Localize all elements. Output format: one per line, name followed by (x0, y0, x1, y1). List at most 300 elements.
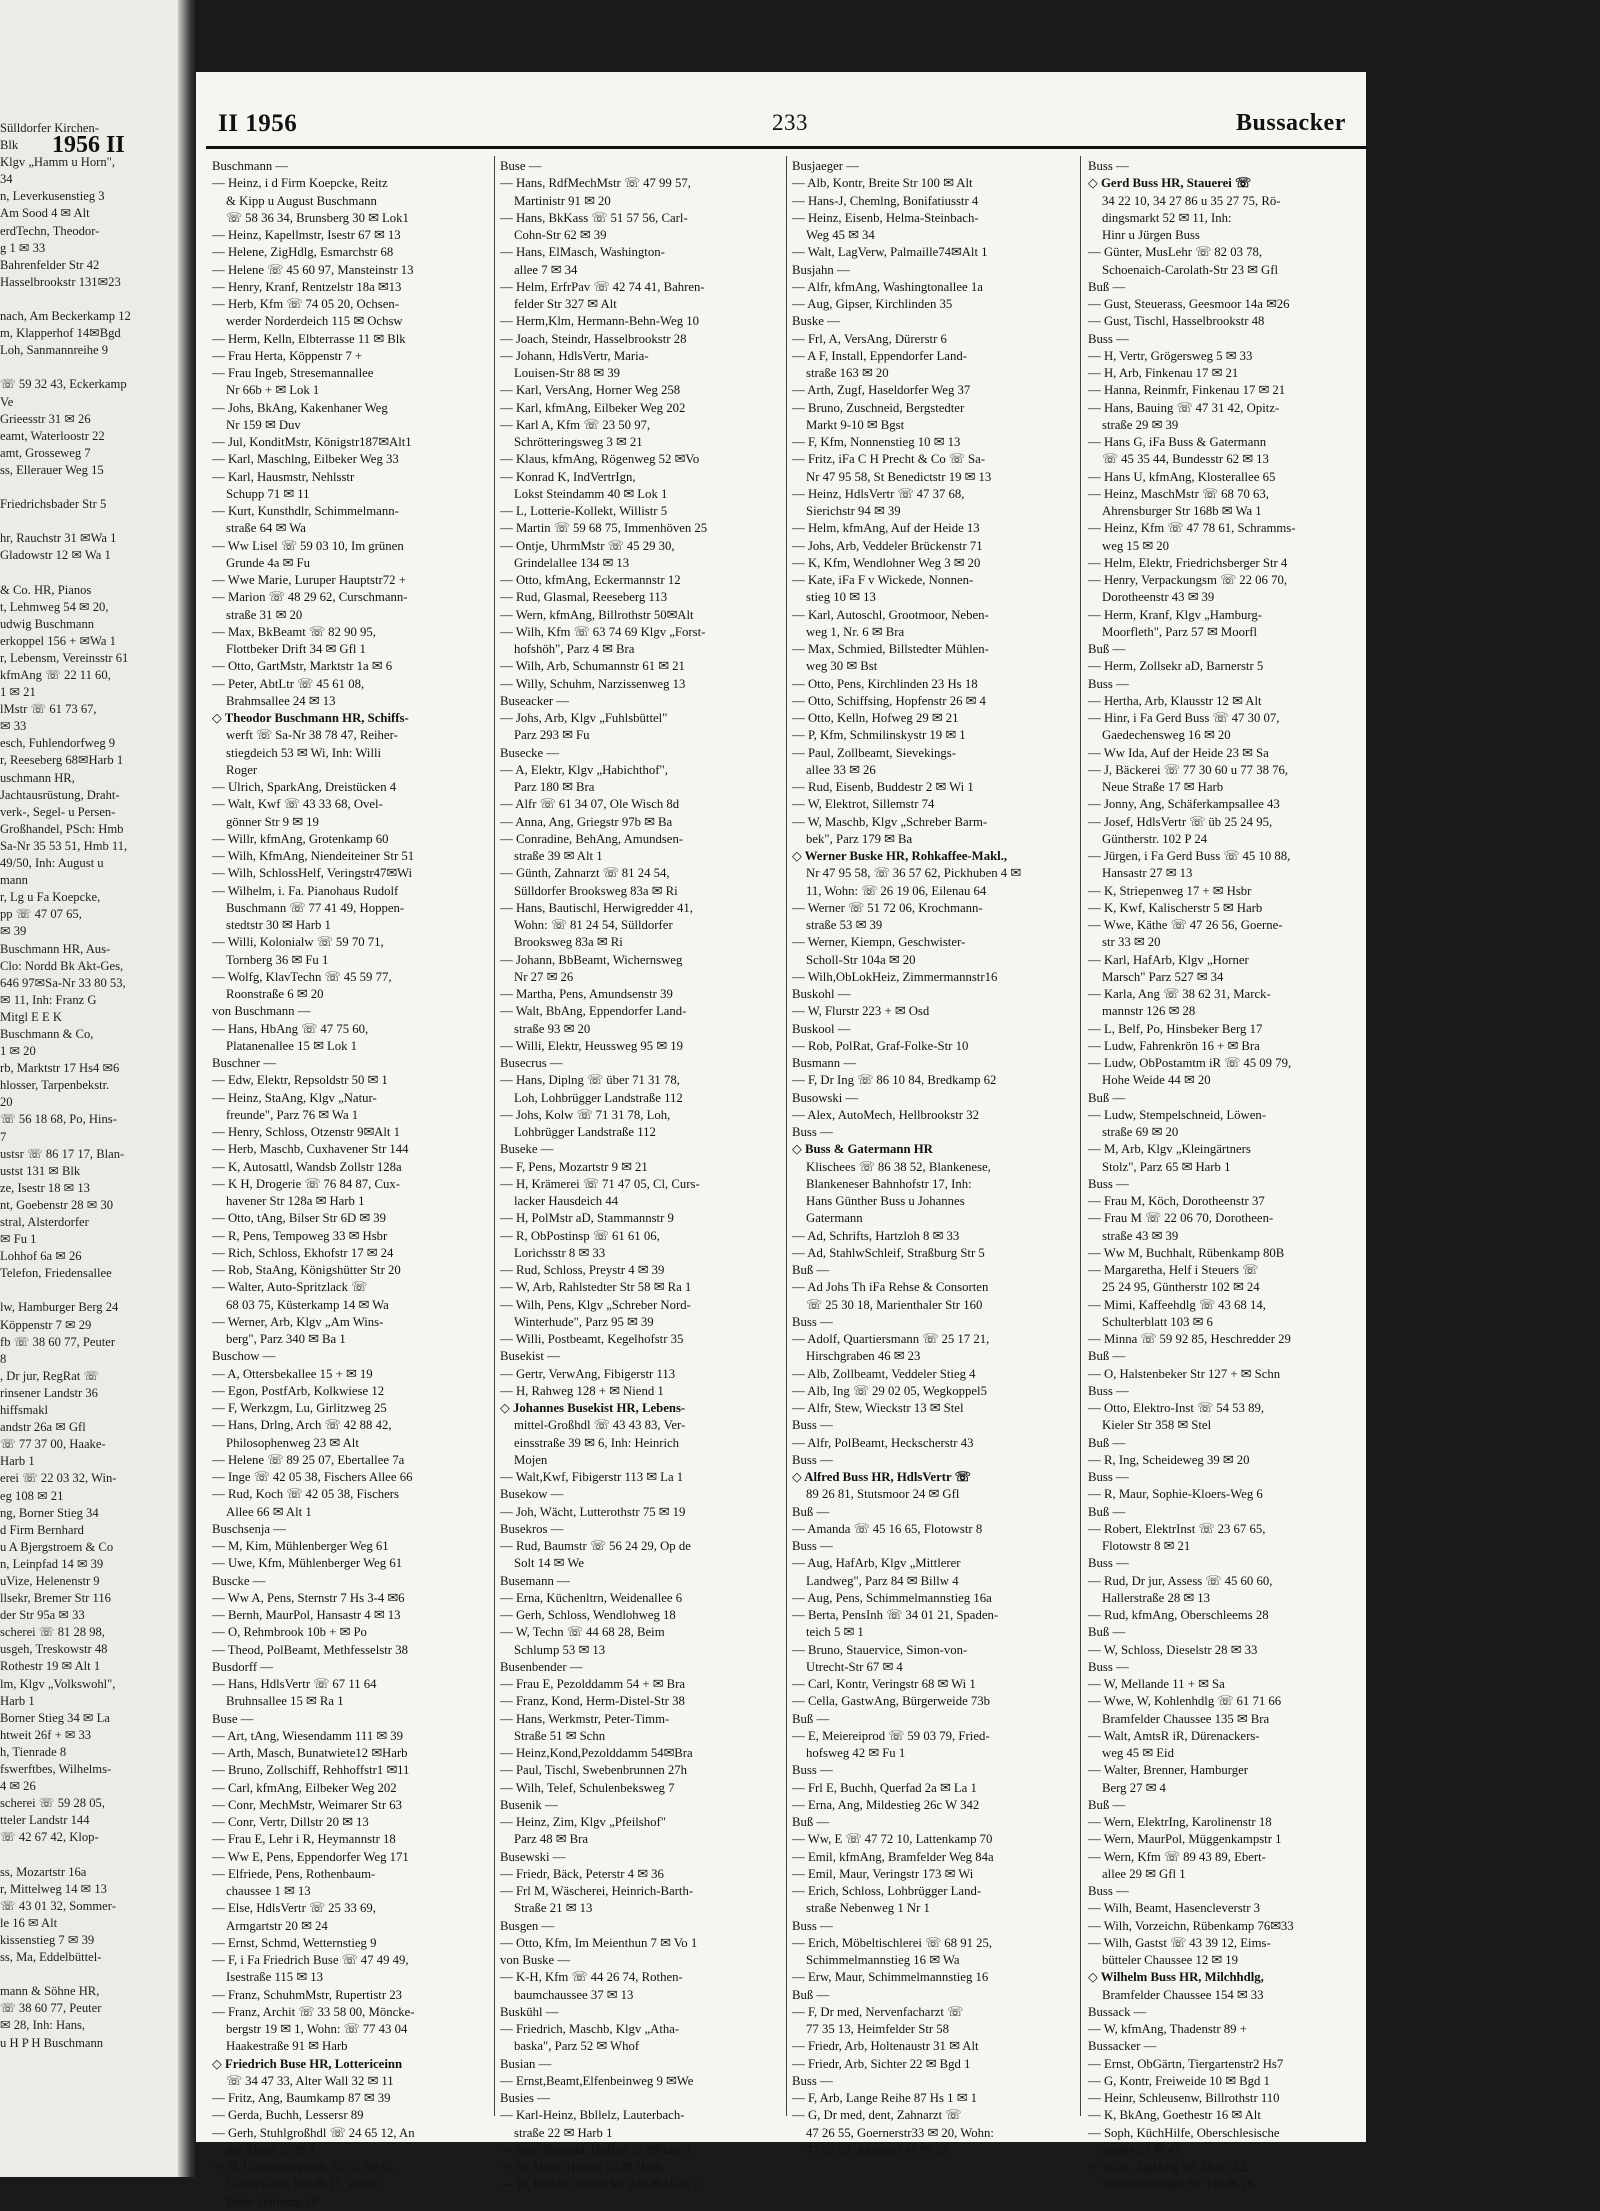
directory-entry: — Friedr, Bäck, Peterstr 4 ✉ 36 (500, 1866, 664, 1881)
entry-continuation: Bramfelder Chaussee 154 ✉ 33 (1102, 1987, 1264, 2002)
entry-continuation: Lorichsstr 8 ✉ 33 (514, 1245, 606, 1260)
entry-continuation: Markt 9-10 ✉ Bgst (806, 417, 905, 432)
directory-entry: — Ad, Schrifts, Hartzloh 8 ✉ 33 (792, 1228, 960, 1243)
directory-entry: — Henry, Schloss, Otzenstr 9✉Alt 1 (212, 1125, 400, 1139)
directory-entry: — Karl, kfmAng, Eilbeker Weg 202 (500, 400, 686, 415)
entry-continuation: Lokst Steindamm 40 ✉ Lok 1 (514, 486, 668, 501)
previous-page-line (0, 1846, 176, 1863)
directory-entry: — Willi, Postbeamt, Kegelhofstr 35 (500, 1332, 684, 1346)
surname-heading: Buss — (792, 1452, 833, 1467)
entry-continuation: bütteler Chaussee 12 ✉ 19 (1102, 1953, 1239, 1967)
entry-continuation: 77 35 13, Heimfelder Str 58 (806, 2022, 950, 2036)
entry-continuation: Straße 51 ✉ Schn (514, 1728, 606, 1743)
surname-heading: Buss — (792, 1763, 833, 1778)
directory-entry: — Arth, Zugf, Haseldorfer Weg 37 (792, 383, 971, 398)
previous-page-line: Lohhof 6a ✉ 26 (0, 1249, 82, 1264)
entry-continuation: Grindelallee 134 ✉ 13 (514, 555, 630, 570)
directory-entry: — Arth, Masch, Bunatwiete12 ✉Harb (212, 1746, 408, 1760)
directory-entry: — Hans-J, Chemlng, Bonifatiusstr 4 (792, 193, 979, 208)
surname-heading: Buß — (792, 1987, 830, 2002)
directory-entry: — Otto, Kfm, Im Meienthun 7 ✉ Vo 1 (500, 1935, 698, 1950)
header-rule (206, 146, 1366, 149)
directory-entry: — Erich, Schloss, Lohbrügger Land- (792, 1884, 982, 1898)
surname-heading: Buss — (1088, 1470, 1129, 1484)
directory-entry: ◇ Buss & Gatermann HR (792, 1142, 933, 1157)
entry-continuation: freunde", Parz 76 ✉ Wa 1 (226, 1107, 359, 1122)
surname-heading: Buss — (792, 1539, 833, 1553)
directory-entry: — Paul, Zollbeamt, Sievekings- (792, 745, 956, 760)
directory-entry: — Hans, HbAng ☏ 47 75 60, (212, 1021, 369, 1036)
directory-entry: — K, Striepenweg 17 + ✉ Hsbr (1088, 883, 1252, 898)
previous-page-line: h, Tienrade 8 (0, 1744, 67, 1759)
previous-page-line (0, 513, 176, 530)
entry-continuation: 34 22 10, 34 27 86 u 35 27 75, Rö- (1102, 193, 1281, 208)
directory-entry: — Wilh, Gastst ☏ 43 39 12, Eims- (1088, 1935, 1271, 1950)
entry-continuation: straße 69 ✉ 20 (1102, 1125, 1179, 1139)
surname-heading: Busenik — (500, 1797, 558, 1812)
entry-continuation: Schulterblatt 103 ✉ 6 (1102, 1314, 1213, 1329)
directory-entry: — Hertha, Arb, Klausstr 12 ✉ Alt (1088, 693, 1262, 708)
previous-page-line: Borner Stieg 34 ✉ La (0, 1710, 110, 1725)
directory-entry: — Carl, Kontr, Veringstr 68 ✉ Wi 1 (792, 1677, 976, 1691)
previous-page-line: ze, Isestr 18 ✉ 13 (0, 1180, 90, 1195)
directory-entry: — F, Dr Ing ☏ 86 10 84, Bredkamp 62 (792, 1073, 997, 1088)
directory-entry: — Hans, Bauing ☏ 47 31 42, Opitz- (1088, 400, 1280, 415)
directory-entry: — Wilh, KfmAng, Niendeiteiner Str 51 (212, 849, 415, 863)
previous-page-line: tteler Landstr 144 (0, 1813, 90, 1828)
directory-entry: — Ww Ida, Auf der Heide 23 ✉ Sa (1088, 745, 1269, 760)
surname-heading: Buss — (1088, 1383, 1129, 1398)
previous-page-line: Buschmann HR, Aus- (0, 941, 111, 956)
directory-entry: — Jürgen, i Fa Gerd Buss ☏ 45 10 88, (1088, 849, 1291, 863)
entry-continuation: Gaedechensweg 16 ✉ 20 (1102, 728, 1231, 743)
previous-page-line: udwig Buschmann (0, 616, 95, 631)
directory-entry: — Wilhelm, i. Fa. Pianohaus Rudolf (212, 883, 399, 898)
directory-entry: — F, Arb, Lange Reihe 87 Hs 1 ✉ 1 (792, 2091, 977, 2105)
surname-heading: Buske — (792, 314, 840, 329)
entry-continuation: straße 64 ✉ Wa (226, 521, 306, 536)
entry-continuation: ☏ 34 47 33, Alter Wall 32 ✉ 11 (226, 2073, 394, 2088)
surname-heading: Buß — (792, 1263, 830, 1277)
entry-continuation: Bruhnsallee 15 ✉ Ra 1 (226, 1694, 344, 1709)
directory-entry: — Heinz, HdlsVertr ☏ 47 37 68, (792, 486, 965, 501)
directory-entry: — Bruno, Stauervice, Simon-von- (792, 1642, 968, 1657)
previous-page-line: mann (0, 873, 28, 888)
directory-entry: — Alfr ☏ 61 34 07, Ole Wisch 8d (500, 797, 680, 812)
directory-entry: — Frau Ingeb, Stresemannallee (212, 366, 374, 380)
directory-entry: — Wilh, Telef, Schulenbeksweg 7 (500, 1780, 675, 1795)
surname-heading: Busgen — (500, 1918, 555, 1933)
directory-entry: — Alfr, kfmAng, Washingtonallee 1a (792, 279, 983, 294)
directory-entry: — Egon, PostfArb, Kolkwiese 12 (212, 1383, 385, 1398)
previous-page-line (0, 1966, 176, 1983)
column-divider (786, 156, 787, 2116)
directory-entry: — Günth, Zahnarzt ☏ 81 24 54, (500, 866, 670, 881)
directory-entry: — Josef, HdlsVertr ☏ üb 25 24 95, (1088, 814, 1273, 829)
previous-page-line: 1 ✉ 21 (0, 685, 36, 700)
directory-entry: — Frl E, Buchh, Querfad 2a ✉ La 1 (792, 1780, 977, 1795)
directory-entry: — Kate, iFa F v Wickede, Nonnen- (792, 573, 974, 587)
directory-entry: — Otto, kfmAng, Eckermannstr 12 (500, 573, 681, 587)
directory-entry: — J, Bäckerei ☏ 77 30 60 u 77 38 76, (1088, 762, 1289, 777)
previous-page-line: stral, Alsterdorfer (0, 1215, 89, 1229)
directory-entry: — K, Kwf, Kalischerstr 5 ✉ Harb (1088, 900, 1263, 915)
surname-heading: Buse — (500, 159, 542, 173)
page-header-keyword: Bussacker (1236, 110, 1346, 136)
directory-entry: — Joach, Steindr, Hasselbrookstr 28 (500, 331, 687, 346)
entry-continuation: Berg 27 ✉ 4 (1102, 1780, 1166, 1795)
entry-continuation: ☏ 58 36 34, Brunsberg 30 ✉ Lok1 (226, 210, 409, 225)
surname-heading: Buß — (1088, 1349, 1126, 1364)
entry-continuation: havener Str 128a ✉ Harb 1 (226, 1194, 365, 1208)
directory-entry: — F, Dr med, Nervenfacharzt ☏ (792, 2004, 964, 2019)
directory-entry: — Ludw, Fahrenkrön 16 + ✉ Bra (1088, 1038, 1260, 1053)
directory-entry: — O, Rehmbrook 10b + ✉ Po (212, 1625, 367, 1640)
surname-heading: Buskool — (792, 1021, 851, 1036)
directory-entry: — Karl A, Kfm ☏ 23 50 97, (500, 417, 651, 432)
directory-entry: — Alb, Kontr, Breite Str 100 ✉ Alt (792, 176, 973, 191)
entry-continuation: Brooksweg 83a ✉ Ri (514, 935, 623, 950)
directory-entry: — A F, Install, Eppendorfer Land- (792, 348, 967, 363)
page-number: 233 (772, 110, 808, 135)
directory-entry: — Martin ☏ 59 68 75, Immenhöven 25 (500, 521, 708, 536)
directory-entry: — Fritz, iFa C H Precht & Co ☏ Sa- (792, 452, 986, 467)
previous-page-line: eg 108 ✉ 21 (0, 1488, 64, 1503)
entry-continuation: gönner Str 9 ✉ 19 (226, 814, 319, 829)
previous-page-line: llsekr, Bremer Str 116 (0, 1591, 111, 1606)
directory-entry: — Hinr, i Fa Gerd Buss ☏ 47 30 07, (1088, 711, 1280, 725)
entry-continuation: & Kipp u August Buschmann (226, 193, 377, 208)
directory-entry: — Heinz, Kapellmstr, Isestr 67 ✉ 13 (212, 228, 401, 242)
surname-heading: Buse — (212, 1711, 254, 1726)
directory-entry: — H, Vertr, Grögersweg 5 ✉ 33 (1088, 348, 1253, 363)
directory-entry: — Alb, Zollbeamt, Veddeler Stieg 4 (792, 1366, 976, 1381)
directory-entry: — Walt, BbAng, Eppendorfer Land- (500, 1004, 687, 1019)
entry-continuation: straße 39 ✉ Alt 1 (514, 849, 603, 863)
directory-entry: — W, BbArb, Stader Str 240 ✉ Harb 1 (500, 2177, 700, 2192)
surname-heading: Buss — (792, 1314, 833, 1329)
directory-entry: — Günter, MusLehr ☏ 82 03 78, (1088, 245, 1263, 260)
directory-entry: — A, Elektr, Klgv „Habichthof", (500, 762, 668, 777)
directory-entry: — Peter, AbtLtr ☏ 45 61 08, (212, 676, 365, 691)
surname-heading: Buß — (1088, 1504, 1126, 1519)
directory-entry: — Margaretha, Helf i Steuers ☏ (1088, 1263, 1259, 1277)
previous-page-line (0, 291, 176, 308)
surname-heading: Buß — (1088, 1435, 1126, 1450)
entry-continuation: straße 93 ✉ 20 (514, 1021, 591, 1036)
previous-page-line: & Co. HR, Pianos (0, 582, 92, 597)
directory-entry: — Walter, Auto-Spritzlack ☏ (212, 1280, 368, 1295)
directory-entry: — K, Autosattl, Wandsb Zollstr 128a (212, 1159, 402, 1174)
previous-page-line: Ve (0, 394, 14, 409)
directory-entry: — Mimi, Kaffeehdlg ☏ 43 68 14, (1088, 1297, 1266, 1312)
surname-heading: Buschner — (212, 1056, 277, 1070)
directory-entry: — Herm,Klm, Hermann-Behn-Weg 10 (500, 314, 700, 329)
surname-heading: Buß — (1088, 279, 1126, 294)
directory-entry: ◇ Alfred Buss HR, HdlsVertr ☏ (792, 1470, 971, 1484)
previous-page-line: ✉ 39 (0, 924, 27, 939)
previous-page-line: ✉ 11, Inh: Franz G (0, 992, 97, 1007)
directory-entry: — R, Ing, Scheideweg 39 ✉ 20 (1088, 1452, 1250, 1467)
entry-continuation: stieg 10 ✉ 13 (806, 590, 876, 605)
surname-heading: Buscke — (212, 1573, 266, 1588)
surname-heading: Buß — (792, 1504, 830, 1519)
directory-entry: — Ww A, Pens, Sternstr 7 Hs 3-4 ✉6 (212, 1590, 405, 1605)
directory-entry: — Werner, Arb, Klgv „Am Wins- (212, 1314, 384, 1329)
directory-entry: ◇ Wilhelm Buss HR, Milchhdlg, (1088, 1970, 1264, 1985)
directory-entry: — Erw, Maur, Schimmelmannstieg 16 (792, 1970, 989, 1985)
entry-continuation: 47 26 55, Goernerstr33 ✉ 20, Wohn: (806, 2125, 994, 2140)
directory-entry: — Herm, Kelln, Elbterrasse 11 ✉ Blk (212, 331, 406, 346)
previous-page-line: rb, Marktstr 17 Hs4 ✉6 (0, 1061, 120, 1076)
entry-continuation: 25 24 95, Güntherstr 102 ✉ 24 (1102, 1280, 1260, 1295)
entry-continuation: allee 29 ✉ Gfl 1 (1102, 1866, 1186, 1881)
entry-continuation: der Alster 26 ✉ 1 (226, 2142, 316, 2157)
directory-entry: — Martha, Pens, Amundsenstr 39 (500, 987, 673, 1001)
directory-entry: — Wilh, Arb, Schumannstr 61 ✉ 21 (500, 659, 685, 674)
previous-page-line: kissenstieg 7 ✉ 39 (0, 1932, 95, 1947)
surname-heading: Buss — (792, 2073, 833, 2088)
entry-continuation: Grunde 4a ✉ Fu (226, 555, 310, 570)
directory-entry: — F, Kfm, Nonnenstieg 10 ✉ 13 (792, 435, 961, 449)
previous-page-line: eamt, Waterloostr 22 (0, 428, 105, 443)
directory-entry: ◇ Werner Buske HR, Rohkaffee-Makl., (792, 849, 1008, 863)
surname-heading: von Buske — (500, 1953, 571, 1967)
entry-continuation: Güntherstr. 102 P 24 (1102, 831, 1208, 846)
previous-page-line (0, 359, 176, 376)
directory-entry: — Wilh, Vorzeichn, Rübenkamp 76✉33 (1088, 1918, 1294, 1933)
entry-continuation: teich 5 ✉ 1 (806, 1625, 864, 1640)
entry-continuation: Parz 180 ✉ Bra (514, 780, 595, 794)
previous-page-line: Friedrichsbader Str 5 (0, 497, 107, 512)
entry-continuation: Hallerstraße 28 ✉ 13 (1102, 1590, 1211, 1605)
directory-entry: — H, Arb, Finkenau 17 ✉ 21 (1088, 366, 1239, 380)
directory-entry: — Wilh, Pens, Klgv „Schreber Nord- (500, 1297, 691, 1312)
entry-continuation: Ahrensburger Str 168b ✉ Wa 1 (1102, 504, 1262, 518)
entry-continuation: straße Nebenweg 1 Nr 1 (806, 1901, 930, 1916)
entry-continuation: Nr 159 ✉ Duv (226, 417, 301, 432)
directory-entry: — Hans G, iFa Buss & Gatermann (1088, 435, 1267, 449)
previous-page-line: der Str 95a ✉ 33 (0, 1608, 85, 1623)
directory-entry: — Ww Lisel ☏ 59 03 10, Im grünen (212, 538, 404, 553)
directory-entry: — Art, tAng, Wiesendamm 111 ✉ 39 (212, 1728, 404, 1743)
directory-entry: — Ludw, ObPostamtm iR ☏ 45 09 79, (1088, 1056, 1292, 1070)
entry-continuation: Hinr u Jürgen Buss (1102, 228, 1200, 242)
directory-entry: — Paul, Tischl, Swebenbrunnen 27h (500, 1763, 688, 1778)
surname-heading: Bussack — (1088, 2004, 1147, 2019)
directory-entry: — Hans, Drlng, Arch ☏ 42 88 42, (212, 1418, 392, 1433)
surname-heading: Busecke — (500, 745, 560, 760)
directory-entry: — Ludw, Stempelschneid, Löwen- (1088, 1107, 1266, 1122)
entry-continuation: Winterhude", Parz 95 ✉ 39 (514, 1314, 654, 1329)
directory-entry: — Inge ☏ 42 05 38, Fischers Allee 66 (212, 1470, 413, 1484)
entry-continuation: lacker Hausdeich 44 (514, 1194, 619, 1208)
directory-entry: — Frau M ☏ 22 06 70, Dorotheen- (1088, 1211, 1274, 1226)
directory-entry: — Hans, Bautischl, Herwigredder 41, (500, 900, 693, 915)
previous-page-line: fswerftbes, Wilhelms- (0, 1762, 112, 1776)
directory-entry: — W, Elektrot, Sillemstr 74 (792, 797, 935, 812)
directory-entry: — Alex, AutoMech, Hellbrookstr 32 (792, 1107, 979, 1122)
directory-entry: — Amanda ☏ 45 16 65, Flotowstr 8 (792, 1521, 983, 1536)
surname-heading: Buss — (1088, 159, 1129, 173)
directory-entry: — Walter, Brenner, Hamburger (1088, 1763, 1248, 1778)
previous-page-line: lm, Klgv „Volkswohl", (0, 1676, 116, 1691)
previous-page-line: 1 ✉ 20 (0, 1044, 36, 1059)
previous-page-line: m, Klapperhof 14✉Bgd (0, 326, 121, 341)
entry-continuation: Nr 66b + ✉ Lok 1 (226, 383, 320, 398)
previous-page-line: hlosser, Tarpenbekstr. (0, 1078, 110, 1093)
entry-continuation: Roonstraße 6 ✉ 20 (226, 987, 324, 1001)
directory-entry: — H, Uhrenfachgesch ☏ 45 69 65, (212, 2160, 397, 2174)
directory-entry: — W, Arb, Rahlstedter Str 58 ✉ Ra 1 (500, 1280, 692, 1295)
directory-entry: — Klaus, kfmAng, Rögenweg 52 ✉Vo (500, 452, 700, 467)
directory-column-1 (212, 158, 498, 2209)
directory-entry: — Rob, PolRat, Graf-Folke-Str 10 (792, 1038, 969, 1053)
previous-page-line: pp ☏ 47 07 65, (0, 907, 82, 922)
directory-entry: — Walt, Kwf ☏ 43 33 68, Ovel- (212, 797, 383, 812)
directory-entry: — Rud, Baumstr ☏ 56 24 29, Op de (500, 1539, 691, 1553)
surname-heading: Buss — (1088, 676, 1129, 691)
previous-page-line: fb ☏ 38 60 77, Peuter (0, 1334, 116, 1349)
entry-continuation: Parz 293 ✉ Fu (514, 728, 590, 743)
surname-heading: Busenbender — (500, 1659, 583, 1674)
directory-entry: — Wolfg, KlavTechn ☏ 45 59 77, (212, 969, 392, 984)
entry-continuation: Martinistr 91 ✉ 20 (514, 193, 611, 208)
previous-page-line: htweit 26f + ✉ 33 (0, 1727, 92, 1742)
previous-page-line: 8 (0, 1351, 7, 1366)
directory-entry: — Aug, Gipser, Kirchlinden 35 (792, 297, 953, 311)
directory-entry: — Gerh, Schloss, Wendlohweg 18 (500, 1608, 676, 1622)
previous-page-line: 7 (0, 1129, 7, 1144)
directory-entry: — G, Kontr, Freiweide 10 ✉ Bgd 1 (1088, 2073, 1270, 2088)
directory-entry: — Ad, StahlwSchleif, Straßburg Str 5 (792, 1245, 985, 1260)
previous-page-line: ☏ 59 32 43, Eckerkamp (0, 377, 127, 392)
previous-page-line: lMstr ☏ 61 73 67, (0, 702, 97, 717)
directory-entry: — Emil, kfmAng, Bramfelder Weg 84a (792, 1849, 994, 1864)
directory-entry: — Theod, PolBeamt, Methfesselstr 38 (212, 1642, 408, 1657)
directory-entry: — Wilh, ZigHdlg ☏ 38 67 32, (1088, 2160, 1249, 2174)
entry-continuation: bergstr 19 ✉ 1, Wohn: ☏ 77 43 04 (226, 2022, 408, 2036)
page-header-volume-year: II 1956 (218, 110, 298, 137)
surname-heading: Buss — (1088, 331, 1129, 346)
directory-entry: — Gust, Steuerass, Geesmoor 14a ✉26 (1088, 297, 1290, 311)
directory-entry: — F, i Fa Friedrich Buse ☏ 47 49 49, (212, 1953, 409, 1967)
previous-page-line: Clo: Nordd Bk Akt-Ges, (0, 958, 124, 973)
directory-entry: — Otto, Kelln, Hofweg 29 ✉ 21 (792, 711, 959, 725)
previous-page-line: Mitgl E E K (0, 1009, 62, 1024)
directory-entry: — Hans U, kfmAng, Klosterallee 65 (1088, 469, 1276, 484)
previous-page-line: n, Leinpfad 14 ✉ 39 (0, 1556, 104, 1571)
entry-continuation: Nr 47 95 58, ☏ 36 57 62, Pickhuben 4 ✉ (806, 866, 1022, 881)
previous-page-line: Sa-Nr 35 53 51, Hmb 11, (0, 838, 128, 853)
previous-page-line: Harb 1 (0, 1454, 35, 1469)
directory-entry: — Franz, Archit ☏ 33 58 00, Möncke- (212, 2004, 415, 2019)
entry-continuation: 89 26 81, Stutsmoor 24 ✉ Gfl (806, 1487, 960, 1502)
directory-entry: — W, Flurstr 223 + ✉ Osd (792, 1004, 930, 1019)
directory-entry: — Karl, Autoschl, Grootmoor, Neben- (792, 607, 989, 622)
directory-entry: — Rud, Dr jur, Assess ☏ 45 60 60, (1088, 1573, 1273, 1588)
directory-entry: — R, ObPostinsp ☏ 61 61 06, (500, 1228, 660, 1243)
previous-page-line: Bahrenfelder Str 42 (0, 257, 100, 272)
surname-heading: Buß — (1088, 1090, 1126, 1105)
surname-heading: Buskohl — (792, 987, 851, 1001)
previous-page-line (0, 1282, 176, 1299)
previous-page-line: 49/50, Inh: August u (0, 856, 104, 871)
previous-page-line: erkoppel 156 + ✉Wa 1 (0, 633, 116, 648)
entry-continuation: Weg 45 ✉ 34 (806, 228, 875, 242)
directory-entry: — Karla, Ang ☏ 38 62 31, Marck- (1088, 987, 1271, 1001)
previous-page-line: t, Lehmweg 54 ✉ 20, (0, 599, 109, 614)
entry-continuation: Klischees ☏ 86 38 52, Blankenese, (806, 1159, 991, 1174)
directory-entry: — Heinz, Eisenb, Helma-Steinbach- (792, 210, 979, 225)
directory-entry: — Johann, HdlsVertr, Maria- (500, 348, 649, 363)
directory-entry: — Wwe, W, Kohlenhdlg ☏ 61 71 66 (1088, 1694, 1282, 1709)
previous-page-line: andstr 26a ✉ Gfl (0, 1420, 86, 1435)
previous-page-line: n, Leverkusenstieg 3 (0, 189, 105, 204)
previous-page-line: ☏ 77 37 00, Haake- (0, 1437, 106, 1452)
directory-entry: — Emil, Maur, Veringstr 173 ✉ Wi (792, 1866, 974, 1881)
entry-continuation: allee 33 ✉ 26 (806, 762, 876, 777)
directory-entry: — Erna, Küchenltrn, Weidenallee 6 (500, 1590, 683, 1605)
directory-entry: — Gertr, VerwAng, Fibigerstr 113 (500, 1366, 676, 1381)
directory-entry: — Aug, HafArb, Klgv „Mittlerer (792, 1556, 961, 1571)
entry-continuation: einsstraße 39 ✉ 6, Inh: Heinrich (514, 1435, 680, 1450)
entry-continuation: ☏ 25 30 18, Marienthaler Str 160 (806, 1297, 983, 1312)
entry-continuation: Beim Schlump 18 (226, 2194, 319, 2209)
entry-continuation: dingsmarkt 52 ✉ 11, Inh: (1102, 210, 1232, 225)
entry-continuation: werft ☏ Sa-Nr 38 78 47, Reiher- (226, 728, 398, 743)
previous-page-line: d Firm Bernhard (0, 1522, 84, 1537)
directory-entry: — Frau Herta, Köppenstr 7 + (212, 348, 363, 363)
directory-entry: — Otto, Pens, Kirchlinden 23 Hs 18 (792, 676, 978, 691)
directory-entry: — Ww, E ☏ 47 72 10, Lattenkamp 70 (792, 1832, 993, 1847)
previous-page-text (0, 120, 176, 2110)
entry-continuation: Sülldorfer Brooksweg 83a ✉ Ri (514, 883, 678, 898)
directory-entry: — Hans, Werkmstr, Peter-Timm- (500, 1711, 670, 1726)
surname-heading: Buss — (792, 1125, 833, 1139)
surname-heading: Busecrus — (500, 1056, 563, 1070)
entry-continuation: Flottbeker Drift 34 ✉ Gfl 1 (226, 642, 366, 656)
previous-page-line: erei ☏ 22 03 32, Win- (0, 1471, 117, 1486)
previous-page-line: ss, Ellerauer Weg 15 (0, 462, 104, 477)
previous-page-line: Klgv „Hamm u Horn", (0, 155, 115, 170)
directory-entry: — W, kfmAng, Thadenstr 89 + (1088, 2022, 1247, 2036)
directory-entry: — Bruno, Zollschiff, Rehhoffstr1 ✉11 (212, 1763, 410, 1778)
directory-entry: — Helene ☏ 45 60 97, Mansteinstr 13 (212, 262, 414, 277)
directory-entry: — Otto, Elektro-Inst ☏ 54 53 89, (1088, 1401, 1265, 1415)
directory-entry: — M, Kim, Mühlenberger Weg 61 (212, 1539, 389, 1553)
directory-entry: — Wwe, Käthe ☏ 47 26 56, Goerne- (1088, 918, 1283, 932)
directory-entry: — Willi, Elektr, Heussweg 95 ✉ 19 (500, 1038, 683, 1053)
directory-entry: — L, Belf, Po, Hinsbeker Berg 17 (1088, 1021, 1263, 1036)
directory-entry: — Alfr, PolBeamt, Heckscherstr 43 (792, 1435, 974, 1450)
previous-page-line: 20 (0, 1095, 13, 1110)
directory-entry: — Johs, Arb, Veddeler Brückenstr 71 (792, 538, 983, 553)
surname-heading: von Buschmann — (212, 1004, 311, 1019)
previous-page-line: erdTechn, Theodor- (0, 223, 100, 238)
entry-continuation: Tornberg 36 ✉ Fu 1 (226, 952, 329, 967)
directory-entry: — Karl, VersAng, Horner Weg 258 (500, 383, 681, 398)
entry-continuation: Landweg", Parz 84 ✉ Billw 4 (806, 1573, 959, 1588)
directory-entry: — Helene ☏ 89 25 07, Ebertallee 7a (212, 1452, 405, 1467)
entry-continuation: Straße 21 ✉ 13 (514, 1901, 593, 1916)
directory-entry: — Walt, AmtsR iR, Dürenackers- (1088, 1728, 1260, 1743)
previous-page-line: Jachtausrüstung, Draht- (0, 787, 120, 802)
directory-entry: — Anna, Ang, Griegstr 97b ✉ Ba (500, 814, 673, 829)
directory-entry: — W, Maur, Hoffstr 55 ✉ Harb (500, 2160, 662, 2174)
entry-continuation: 47 37 03, Agnesstr 45 ✉ 39 (806, 2142, 948, 2157)
entry-continuation: weg 30 ✉ Bst (806, 659, 878, 674)
